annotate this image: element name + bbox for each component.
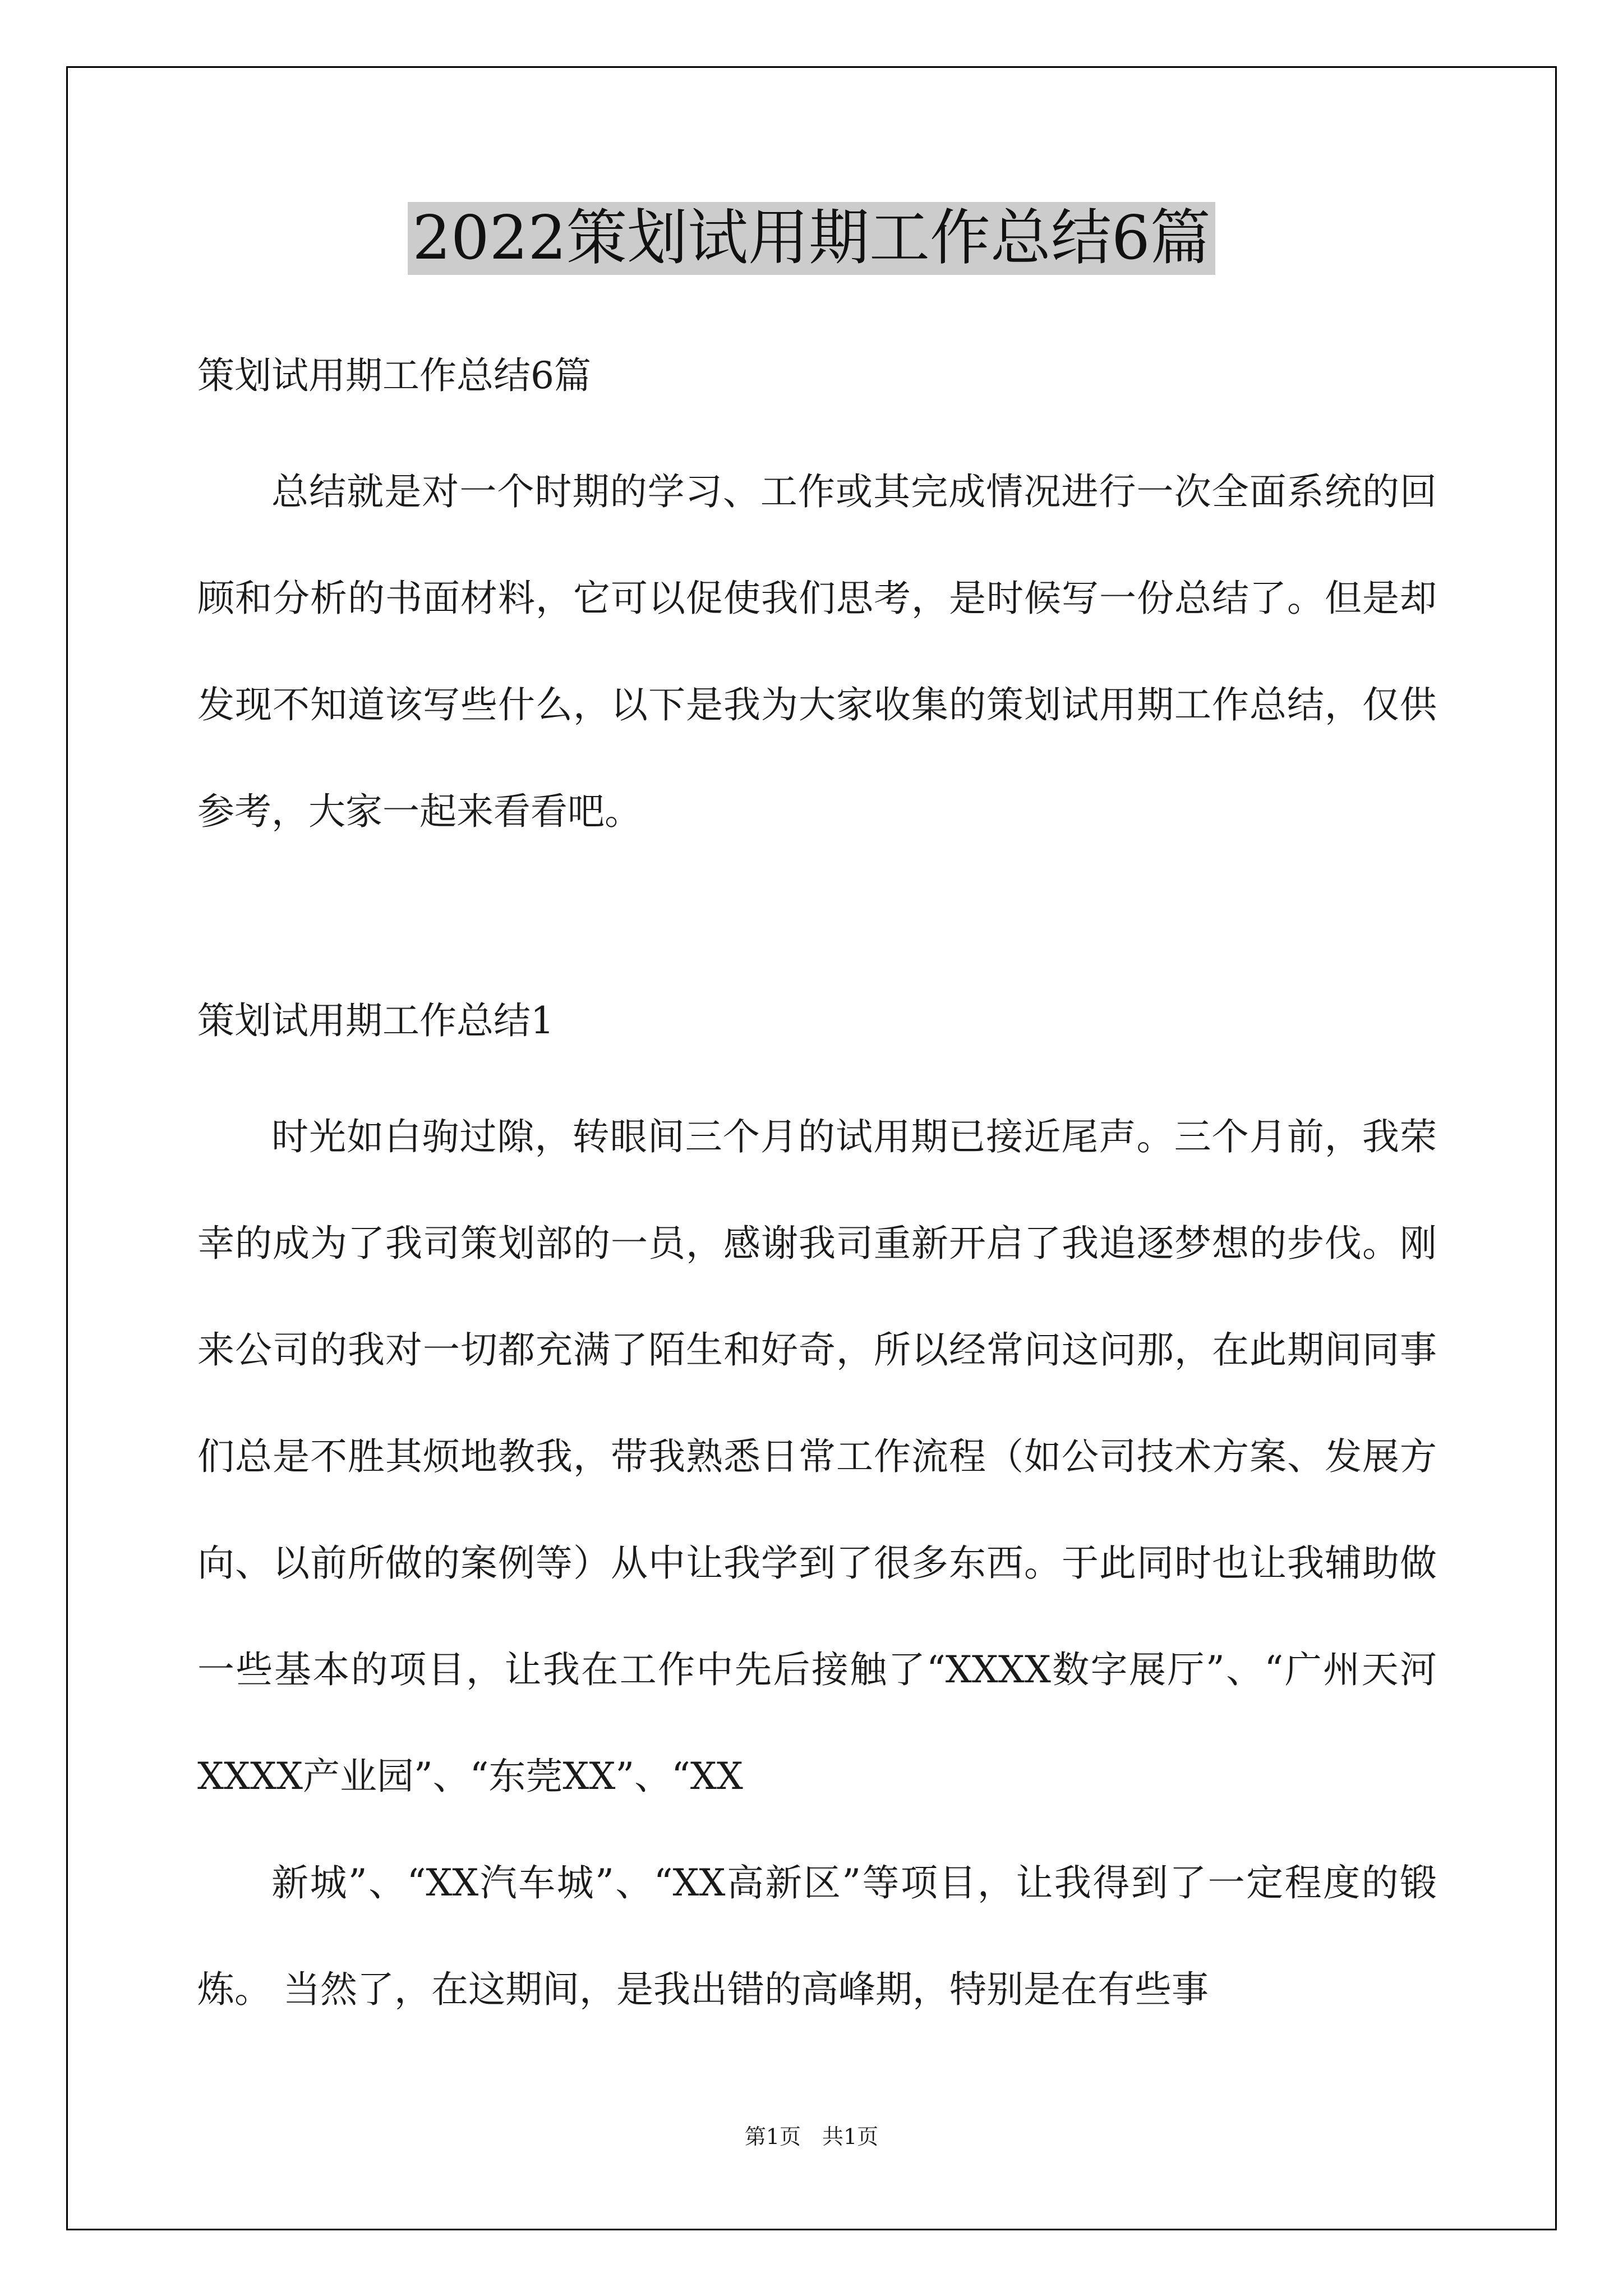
intro-paragraph: 总结就是对一个时期的学习、工作或其完成情况进行一次全面系统的回顾和分析的书面材料，它可以促使我们思考，是时候写一份总结了。但是却发现不知道该写些什么，以下是我为大家收集的策划试用期工作总结，仅供参考，大家一起来看看吧。: [197, 470, 1437, 833]
document-subtitle: 策划试用期工作总结6篇: [197, 354, 591, 397]
page-number-footer: 第1页 共1页: [744, 2124, 879, 2149]
section-paragraph: 时光如白驹过隙，转眼间三个月的试用期已接近尾声。三个月前，我荣幸的成为了我司策划部的一员，感谢我司重新开启了我追逐梦想的步伐。刚来公司的我对一切都充满了陌生和好奇，所以经常问这问那，在此期间同事们总是不胜其烦地教我，带我熟悉日常工作流程（如公司技术方案、发展方向、以前所做的案例等）从中让我学到了很多东西。于此同时也让我辅助做一些基本的项目，让我在工作中先后接触了“XXXX数字展厅”、“广州天河XXXX产业园”、“东莞XX”、“XX: [197, 1115, 1437, 1798]
document-title: 2022策划试用期工作总结6篇: [408, 202, 1215, 275]
section-heading: 策划试用期工作总结1: [197, 999, 554, 1042]
section-paragraph-continued: 新城”、“XX汽车城”、“XX高新区”等项目，让我得到了一定程度的锻炼。 当然了，在这期间，是我出错的高峰期，特别是在有些事: [197, 1861, 1437, 2011]
